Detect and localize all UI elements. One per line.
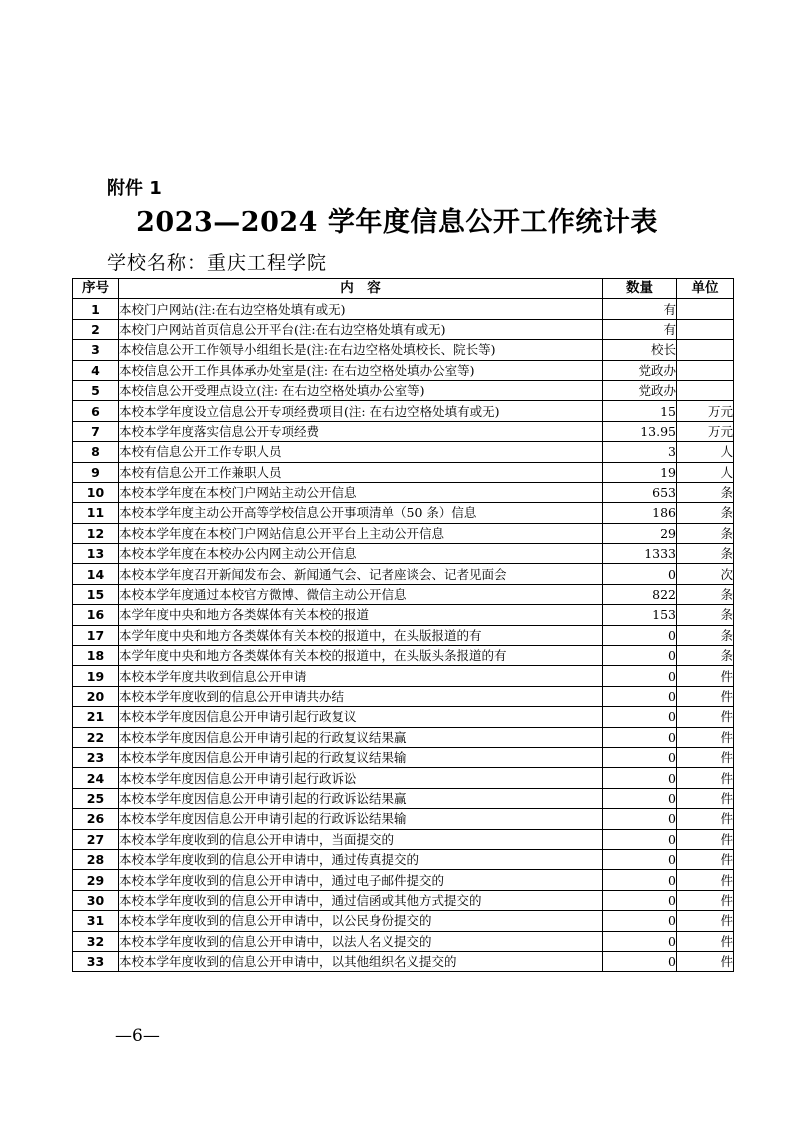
row-unit [677,319,734,339]
row-quantity: 0 [603,788,677,808]
row-unit: 万元 [677,421,734,441]
table-row [73,727,734,747]
row-content: 本校有信息公开工作专职人员 [119,442,603,462]
header-content: 内 容 [119,279,603,299]
page-title: 2023—2024 学年度信息公开工作统计表 [136,207,658,238]
row-number: 28 [73,849,119,869]
row-quantity: 653 [603,482,677,502]
row-unit: 件 [677,951,734,971]
row-unit: 条 [677,503,734,523]
row-unit [677,299,734,319]
row-unit: 件 [677,768,734,788]
row-content: 本校门户网站首页信息公开平台(注:在右边空格处填有或无) [119,319,603,339]
table-row [73,482,734,502]
row-number: 33 [73,951,119,971]
row-content: 本校本学年度收到的信息公开申请中，以公民身份提交的 [119,911,603,931]
row-number: 13 [73,544,119,564]
row-quantity: 13.95 [603,421,677,441]
row-number: 23 [73,747,119,767]
row-quantity: 0 [603,727,677,747]
row-quantity: 0 [603,646,677,666]
table-header-row [73,279,734,299]
row-quantity: 有 [603,319,677,339]
table-row [73,299,734,319]
table-row [73,666,734,686]
row-number: 10 [73,482,119,502]
row-number: 3 [73,340,119,360]
row-number: 14 [73,564,119,584]
row-number: 20 [73,686,119,706]
row-quantity: 0 [603,951,677,971]
row-number: 4 [73,360,119,380]
row-quantity: 党政办 [603,360,677,380]
table-row [73,931,734,951]
row-unit: 条 [677,605,734,625]
table-row [73,747,734,767]
row-unit: 件 [677,870,734,890]
table-row [73,829,734,849]
row-number: 24 [73,768,119,788]
table-row [73,340,734,360]
row-number: 19 [73,666,119,686]
row-quantity: 3 [603,442,677,462]
row-unit [677,360,734,380]
row-unit: 次 [677,564,734,584]
row-number: 25 [73,788,119,808]
attachment-label: 附件 1 [107,178,162,199]
row-content: 本校本学年度召开新闻发布会、新闻通气会、记者座谈会、记者见面会 [119,564,603,584]
row-unit: 件 [677,686,734,706]
row-content: 本校本学年度落实信息公开专项经费 [119,421,603,441]
row-number: 2 [73,319,119,339]
row-unit: 件 [677,931,734,951]
row-content: 本校信息公开受理点设立(注: 在右边空格处填办公室等) [119,380,603,400]
row-unit: 件 [677,829,734,849]
table-row [73,809,734,829]
table-row [73,319,734,339]
row-content: 本学年度中央和地方各类媒体有关本校的报道 [119,605,603,625]
row-number: 1 [73,299,119,319]
row-number: 30 [73,890,119,910]
row-number: 9 [73,462,119,482]
school-name: 学校名称：重庆工程学院 [107,252,328,274]
row-quantity: 15 [603,401,677,421]
row-quantity: 0 [603,686,677,706]
page-number: —6— [115,1026,160,1046]
row-quantity: 29 [603,523,677,543]
row-quantity: 0 [603,829,677,849]
table-row [73,951,734,971]
row-unit: 件 [677,747,734,767]
row-quantity: 0 [603,890,677,910]
row-quantity: 0 [603,911,677,931]
row-quantity: 0 [603,625,677,645]
table-row [73,462,734,482]
row-quantity: 0 [603,666,677,686]
table-body [73,299,734,972]
statistics-table [72,278,734,972]
row-number: 26 [73,809,119,829]
row-unit: 条 [677,584,734,604]
row-content: 本校信息公开工作具体承办处室是(注: 在右边空格处填办公室等) [119,360,603,380]
row-content: 本校有信息公开工作兼职人员 [119,462,603,482]
row-content: 本校本学年度收到的信息公开申请共办结 [119,686,603,706]
table-row [73,401,734,421]
table-row [73,421,734,441]
row-unit: 件 [677,707,734,727]
row-quantity: 0 [603,870,677,890]
row-number: 12 [73,523,119,543]
row-number: 7 [73,421,119,441]
row-quantity: 1333 [603,544,677,564]
row-quantity: 有 [603,299,677,319]
table-row [73,564,734,584]
row-number: 18 [73,646,119,666]
row-unit [677,340,734,360]
row-content: 本校本学年度共收到信息公开申请 [119,666,603,686]
table-row [73,523,734,543]
row-content: 本校本学年度收到的信息公开申请中，通过电子邮件提交的 [119,870,603,890]
row-quantity: 19 [603,462,677,482]
row-quantity: 0 [603,707,677,727]
row-number: 27 [73,829,119,849]
row-content: 本校本学年度收到的信息公开申请中，通过信函或其他方式提交的 [119,890,603,910]
row-quantity: 822 [603,584,677,604]
table-row [73,911,734,931]
row-quantity: 党政办 [603,380,677,400]
table-row [73,442,734,462]
row-quantity: 0 [603,809,677,829]
header-qty: 数量 [603,279,677,299]
table-row [73,707,734,727]
row-quantity: 186 [603,503,677,523]
row-content: 本校本学年度在本校门户网站主动公开信息 [119,482,603,502]
row-unit: 条 [677,625,734,645]
row-unit: 条 [677,523,734,543]
row-content: 本学年度中央和地方各类媒体有关本校的报道中，在头版报道的有 [119,625,603,645]
row-quantity: 0 [603,564,677,584]
row-unit: 人 [677,462,734,482]
table-row [73,360,734,380]
row-number: 8 [73,442,119,462]
row-number: 17 [73,625,119,645]
table-row [73,605,734,625]
row-number: 29 [73,870,119,890]
row-quantity: 0 [603,747,677,767]
table-row [73,686,734,706]
row-unit: 万元 [677,401,734,421]
row-content: 本校本学年度因信息公开申请引起的行政诉讼结果输 [119,809,603,829]
row-content: 本校本学年度因信息公开申请引起的行政复议结果输 [119,747,603,767]
row-number: 32 [73,931,119,951]
row-number: 21 [73,707,119,727]
table-row [73,890,734,910]
row-content: 本校本学年度设立信息公开专项经费项目(注: 在右边空格处填有或无) [119,401,603,421]
row-unit: 条 [677,544,734,564]
table-row [73,788,734,808]
row-content: 本校本学年度收到的信息公开申请中，当面提交的 [119,829,603,849]
row-content: 本学年度中央和地方各类媒体有关本校的报道中，在头版头条报道的有 [119,646,603,666]
row-unit: 件 [677,890,734,910]
table-row [73,768,734,788]
row-unit: 人 [677,442,734,462]
row-number: 5 [73,380,119,400]
row-content: 本校信息公开工作领导小组组长是(注:在右边空格处填校长、院长等) [119,340,603,360]
table-row [73,646,734,666]
row-quantity: 0 [603,768,677,788]
row-content: 本校本学年度在本校办公内网主动公开信息 [119,544,603,564]
table-row [73,625,734,645]
row-content: 本校本学年度因信息公开申请引起行政复议 [119,707,603,727]
row-quantity: 0 [603,849,677,869]
row-unit: 条 [677,482,734,502]
row-quantity: 0 [603,931,677,951]
row-unit: 件 [677,788,734,808]
row-unit: 件 [677,911,734,931]
row-quantity: 校长 [603,340,677,360]
row-unit: 条 [677,646,734,666]
table-row [73,849,734,869]
row-content: 本校本学年度在本校门户网站信息公开平台上主动公开信息 [119,523,603,543]
row-unit: 件 [677,809,734,829]
table-row [73,544,734,564]
row-unit: 件 [677,727,734,747]
row-content: 本校本学年度收到的信息公开申请中，通过传真提交的 [119,849,603,869]
table-row [73,584,734,604]
row-content: 本校本学年度收到的信息公开申请中，以其他组织名义提交的 [119,951,603,971]
table-row [73,870,734,890]
header-unit: 单位 [677,279,734,299]
row-quantity: 153 [603,605,677,625]
row-number: 15 [73,584,119,604]
header-no: 序号 [73,279,119,299]
row-content: 本校本学年度因信息公开申请引起行政诉讼 [119,768,603,788]
row-unit: 件 [677,666,734,686]
row-number: 6 [73,401,119,421]
row-content: 本校本学年度收到的信息公开申请中，以法人名义提交的 [119,931,603,951]
row-content: 本校本学年度因信息公开申请引起的行政诉讼结果赢 [119,788,603,808]
row-number: 16 [73,605,119,625]
row-content: 本校门户网站(注:在右边空格处填有或无) [119,299,603,319]
row-number: 11 [73,503,119,523]
row-number: 22 [73,727,119,747]
row-unit [677,380,734,400]
row-content: 本校本学年度主动公开高等学校信息公开事项清单（50 条）信息 [119,503,603,523]
table-row [73,503,734,523]
row-content: 本校本学年度通过本校官方微博、微信主动公开信息 [119,584,603,604]
row-number: 31 [73,911,119,931]
row-content: 本校本学年度因信息公开申请引起的行政复议结果赢 [119,727,603,747]
table-row [73,380,734,400]
row-unit: 件 [677,849,734,869]
